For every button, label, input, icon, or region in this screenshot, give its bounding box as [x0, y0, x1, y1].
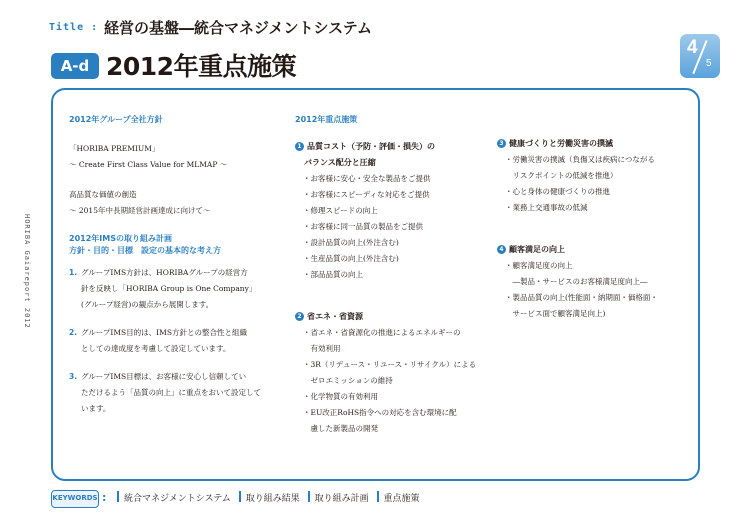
title-label: Title :	[49, 22, 99, 33]
measure-section	[497, 136, 692, 216]
measure-items	[295, 325, 495, 437]
measure-heading: 1 品質コスト（予防・評価・損失）の	[295, 139, 495, 155]
policy-line: 〜 Create First Class Value for MLMAP 〜	[69, 160, 228, 169]
section-badge: A-d	[51, 53, 99, 79]
measure-heading-line: バランス配分と圧縮	[304, 158, 376, 167]
goal-number: 2.	[69, 328, 78, 337]
page-heading: 2012年重点施策	[106, 52, 297, 81]
list-item: 有効利用	[303, 344, 341, 353]
creation-line: 〜 2015年中長期経営計画達成に向けて〜	[69, 206, 211, 215]
list-item: ・お客様に同一品質の製品をご提供	[303, 222, 423, 231]
goal-line: (グループ経営)の観点から展開します。	[81, 300, 214, 309]
measure-heading: 4 顧客満足の向上	[497, 242, 692, 258]
keywords-badge: KEYWORDS	[51, 490, 99, 508]
creation-line: 高品質な価値の創造	[69, 190, 137, 199]
focus-measures-title: 2012年重点施策	[295, 115, 358, 124]
measure-heading: 3 健康づくりと労働災害の撲滅	[497, 136, 692, 152]
goal-number: 1.	[69, 268, 78, 277]
goal-line: グループIMS方針は、HORIBAグループの経営方	[81, 268, 248, 277]
goal-item	[69, 325, 279, 357]
number-circle: 4	[497, 245, 506, 254]
vertical-report-title: HORIBA Gaiareport 2012	[23, 214, 31, 329]
goal-line: います。	[81, 404, 111, 413]
document-title: 経営の基盤―統合マネジメントシステム	[104, 19, 373, 37]
keywords-list	[112, 491, 420, 506]
ims-title-line: 方針・目的・目標 設定の基本的な考え方	[69, 246, 221, 255]
keyword: 重点施策	[383, 494, 420, 504]
creation-block	[69, 187, 279, 219]
list-item: サービス面で顧客満足向上)	[505, 309, 606, 318]
keyword-separator	[377, 491, 379, 502]
list-item: ゼロエミッションの維持	[303, 376, 393, 385]
number-circle: 3	[497, 139, 506, 148]
page-total: 5	[706, 58, 712, 69]
right-column	[497, 136, 692, 322]
keyword: 取り組み結果	[245, 494, 300, 504]
keyword: 取り組み計画	[314, 494, 369, 504]
measure-items	[497, 258, 692, 322]
measure-items	[295, 171, 495, 283]
list-item: ―製品・サービスのお客様満足度向上―	[505, 277, 648, 286]
number-circle: 2	[295, 312, 304, 321]
measure-section	[295, 139, 495, 283]
list-item: ・労働災害の撲滅（負傷又は疾病につながる	[505, 155, 655, 164]
policy-block	[69, 141, 279, 173]
keywords-colon: :	[102, 491, 107, 504]
list-item: ・顧客満足度の向上	[505, 261, 573, 270]
goal-line: グループIMS目的は、IMS方針との整合性と組織	[81, 328, 247, 337]
list-item: ・お客様に安心・安全な製品をご提供	[303, 174, 431, 183]
goal-line: グループIMS目標は、お客様に安心し信頼してい	[81, 372, 247, 381]
ims-title	[69, 233, 279, 257]
number-circle: 1	[295, 142, 304, 151]
list-item: 慮した新製品の開発	[303, 424, 378, 433]
goal-line: としての達成度を考慮して設定しています。	[81, 344, 231, 353]
list-item: ・生産品質の向上(外注含む)	[303, 254, 399, 263]
keyword-separator	[308, 491, 310, 502]
page-current: 4	[687, 37, 698, 58]
list-item: ・3R（リデュース・リユース・リサイクル）による	[303, 360, 477, 369]
list-item: ・業務上交通事故の低減	[505, 203, 588, 212]
measure-heading: 2 省エネ・省資源	[295, 309, 495, 325]
keyword: 統合マネジメントシステム	[124, 494, 231, 504]
list-item: ・お客様にスピーディな対応をご提供	[303, 190, 430, 199]
goal-item	[69, 369, 279, 417]
measure-section	[295, 309, 495, 437]
measure-items	[497, 152, 692, 216]
list-item: ・設計品質の向上(外注含む)	[303, 238, 399, 247]
middle-column	[295, 114, 495, 437]
goal-line: 針を反映し「HORIBA Group is One Company」	[81, 284, 257, 293]
page-number-indicator	[680, 34, 720, 78]
list-item: ・省エネ・省資源化の推進によるエネルギーの	[303, 328, 461, 337]
list-item: ・心と身体の健康づくりの推進	[505, 187, 610, 196]
list-item: ・化学物質の有効利用	[303, 392, 378, 401]
list-item: リスクポイントの低減を推進）	[505, 171, 618, 180]
ims-title-line: 2012年IMSの取り組み計画	[69, 234, 172, 243]
goal-number: 3.	[69, 372, 78, 381]
list-item: ・修理スピードの向上	[303, 206, 378, 215]
left-column	[69, 114, 279, 417]
keyword-separator	[117, 491, 119, 502]
policy-line: 「HORIBA PREMIUM」	[69, 144, 160, 153]
keyword-separator	[239, 491, 241, 502]
list-item: ・製品品質の向上(性能面・納期面・価格面・	[505, 293, 658, 302]
policy-title: 2012年グループ全社方針	[69, 115, 163, 124]
list-item: ・EU改正RoHS指令への対応を含む環境に配	[303, 408, 457, 417]
goal-item	[69, 265, 279, 313]
measure-section	[497, 242, 692, 322]
list-item: ・部品品質の向上	[303, 270, 363, 279]
goal-line: ただけるよう「品質の向上」に重点をおいて設定して	[81, 388, 261, 397]
